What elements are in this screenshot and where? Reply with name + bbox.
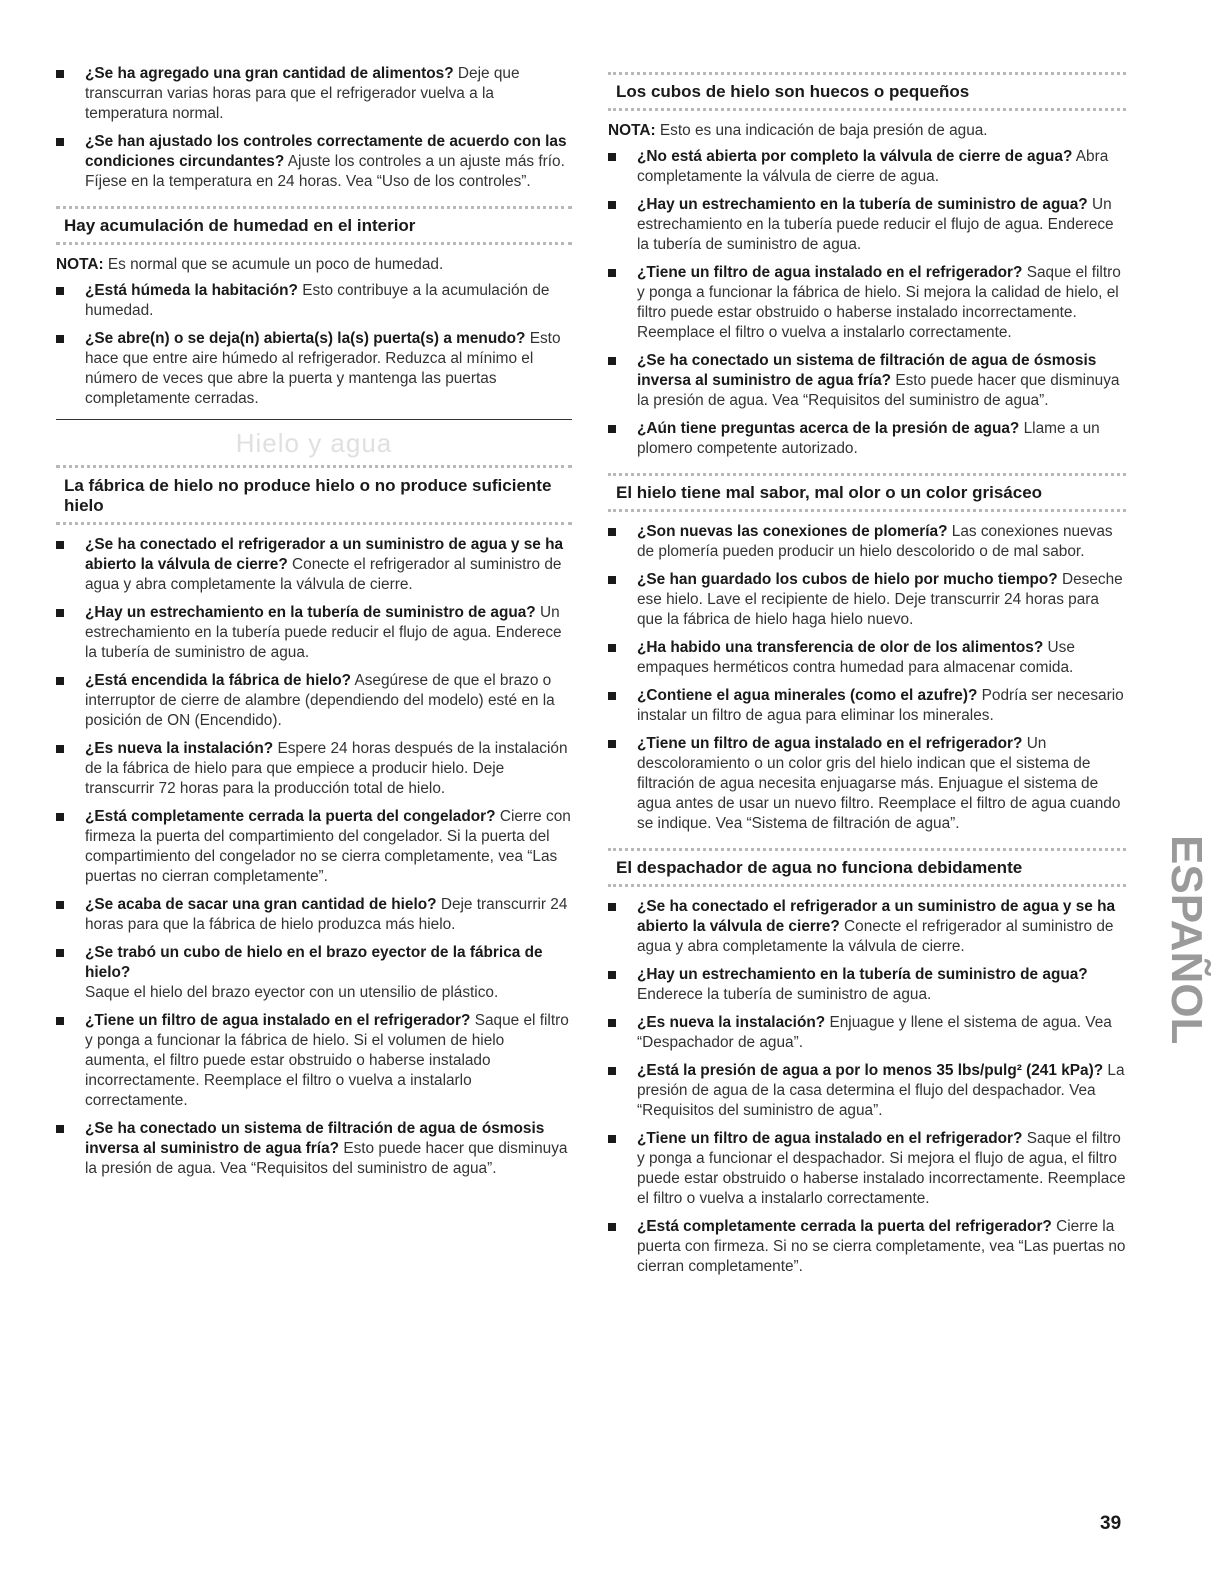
bullet-icon [608,528,616,536]
list-item: ¿No está abierta por completo la válvula de cierre de agua? Abra completamente la válvula de cierre de agua. [608,147,1126,187]
bullet-icon [56,813,64,821]
section-title: El despachador de agua no funciona debidamente [608,848,1126,887]
bullet-icon [56,335,64,343]
bullet-icon [608,1067,616,1075]
bullet-icon [608,153,616,161]
list-item: ¿Tiene un filtro de agua instalado en el refrigerador? Saque el filtro y ponga a funcionar la fábrica de hielo. Si el volumen de hielo aumenta, el filtro puede estar obstruido o haberse instalado incorrectamente. Reemplace el filtro o vuelva a instalarlo correctamente. [56,1011,572,1111]
list-item: ¿Está encendida la fábrica de hielo? Asegúrese de que el brazo o interruptor de cierre de alambre (dependiendo del modelo) esté en la posición de ON (Encendido). [56,671,572,731]
list-item: ¿Tiene un filtro de agua instalado en el refrigerador? Saque el filtro y ponga a funcionar la fábrica de hielo. Si mejora la calidad de hielo, el filtro puede estar obstruido o haberse instalado incorrectamente. Reemplace el filtro o vuelva a instalarlo correctamente. [608,263,1126,343]
list-item: ¿Se ha conectado el refrigerador a un suministro de agua y se ha abierto la válvula de cierre? Conecte el refrigerador al suministro de agua y abra completamente la válvula de cierre. [608,897,1126,957]
bullet-icon [608,692,616,700]
bullet-icon [56,609,64,617]
bullet-icon [56,70,64,78]
bullet-icon [56,1017,64,1025]
list-item: ¿Es nueva la instalación? Espere 24 horas después de la instalación de la fábrica de hielo para que empiece a producir hielo. Deje transcurrir 72 horas para la producción total de hielo. [56,739,572,799]
list-item: ¿Tiene un filtro de agua instalado en el refrigerador? Un descoloramiento o un color gris del hielo indican que el sistema de filtración de agua necesita enjuagarse más. Enjuague el sistema de agua antes de usar un nuevo filtro. Reemplace el filtro de agua cuando se indique. Vea “Sistema de filtración de agua”. [608,734,1126,834]
list-item: ¿Está la presión de agua a por lo menos 35 lbs/pulg² (241 kPa)? La presión de agua de la casa determina el flujo del despachador. Vea “Requisitos del suministro de agua”. [608,1061,1126,1121]
page-number: 39 [1100,1513,1122,1534]
bullet-icon [56,901,64,909]
hollow-cubes-section [608,72,1126,459]
note: NOTA: Esto es una indicación de baja presión de agua. [608,122,988,139]
list-item: ¿Tiene un filtro de agua instalado en el refrigerador? Saque el filtro y ponga a funcionar el despachador. Si mejora el flujo de agua, el filtro puede estar obstruido o haberse instalado incorrectamente. Reemplace el filtro o vuelva a instalarlo correctamente. [608,1129,1126,1209]
list-item: ¿Contiene el agua minerales (como el azufre)? Podría ser necesario instalar un filtro de agua para eliminar los minerales. [608,686,1126,726]
bullet-icon [608,357,616,365]
bullet-icon [608,1019,616,1027]
list-item: ¿Se ha conectado el refrigerador a un suministro de agua y se ha abierto la válvula de cierre? Conecte el refrigerador al suministro de agua y abra completamente la válvula de cierre. [56,535,572,595]
list-item: ¿Está completamente cerrada la puerta del congelador? Cierre con firmeza la puerta del compartimiento del congelador. Si la puerta del compartimiento del congelador no se cierra completamente, vea “Las puertas no cierran completamente”. [56,807,572,887]
list-item: ¿Son nuevas las conexiones de plomería? Las conexiones nuevas de plomería pueden producir un hielo descolorido o de mal sabor. [608,522,1126,562]
bullet-icon [608,576,616,584]
language-side-tab: ESPAÑOL [1162,835,1211,1045]
section-title: Los cubos de hielo son huecos o pequeños [608,72,1126,111]
icemaker-section [56,476,572,1179]
bullet-icon [608,1223,616,1231]
bullet-icon [608,1135,616,1143]
intro-section [56,64,572,192]
list-item: ¿Se ha agregado una gran cantidad de alimentos? Deje que transcurran varias horas para que el refrigerador vuelva a la temperatura normal. [56,64,572,124]
section-title: El hielo tiene mal sabor, mal olor o un color grisáceo [608,473,1126,512]
bullet-icon [56,287,64,295]
left-column [56,64,572,1187]
list-item: ¿Está completamente cerrada la puerta del refrigerador? Cierre la puerta con firmeza. Si no se cierra completamente, vea “Las puertas no cierran completamente”. [608,1217,1126,1277]
list-item: ¿Está húmeda la habitación? Esto contribuye a la acumulación de humedad. [56,281,572,321]
list-item: ¿Se trabó un cubo de hielo en el brazo eyector de la fábrica de hielo? Saque el hielo del brazo eyector con un utensilio de plástico. [56,943,572,1003]
bullet-icon [608,644,616,652]
bullet-icon [56,138,64,146]
bullet-icon [56,541,64,549]
list-item: ¿Ha habido una transferencia de olor de los alimentos? Use empaques herméticos contra humedad para almacenar comida. [608,638,1126,678]
section-title: Hay acumulación de humedad en el interior [56,206,572,245]
list-item: ¿Se han guardado los cubos de hielo por mucho tiempo? Deseche ese hielo. Lave el recipiente de hielo. Deje transcurrir 24 horas para que la fábrica de hielo haga hielo nuevo. [608,570,1126,630]
list-item: ¿Aún tiene preguntas acerca de la presión de agua? Llame a un plomero competente autorizado. [608,419,1126,459]
bullet-icon [608,269,616,277]
dispenser-section [608,848,1126,1277]
list-item: ¿Es nueva la instalación? Enjuague y llene el sistema de agua. Vea “Despachador de agua”. [608,1013,1126,1053]
right-column [608,72,1126,1285]
humidity-section [56,206,572,409]
bullet-icon [56,949,64,957]
bullet-icon [608,971,616,979]
bullet-icon [56,677,64,685]
taste-section [608,473,1126,834]
section-title: La fábrica de hielo no produce hielo o no produce suficiente hielo [56,476,572,525]
list-item: ¿Hay un estrechamiento en la tubería de suministro de agua? Enderece la tubería de suministro de agua. [608,965,1126,1005]
bullet-icon [608,903,616,911]
bullet-icon [56,1125,64,1133]
bullet-icon [56,745,64,753]
bullet-icon [608,201,616,209]
list-item: ¿Se ha conectado un sistema de filtración de agua de ósmosis inversa al suministro de agua fría? Esto puede hacer que disminuya la presión de agua. Vea “Requisitos del suministro de agua”. [56,1119,572,1179]
bullet-icon [608,425,616,433]
list-item: ¿Se ha conectado un sistema de filtración de agua de ósmosis inversa al suministro de agua fría? Esto puede hacer que disminuya la presión de agua. Vea “Requisitos del suministro de agua”. [608,351,1126,411]
list-item: ¿Hay un estrechamiento en la tubería de suministro de agua? Un estrechamiento en la tubería puede reducir el flujo de agua. Enderece la tubería de suministro de agua. [608,195,1126,255]
bullet-icon [608,740,616,748]
chapter-banner: Hielo y agua [56,420,572,468]
list-item: ¿Hay un estrechamiento en la tubería de suministro de agua? Un estrechamiento en la tubería puede reducir el flujo de agua. Enderece la tubería de suministro de agua. [56,603,572,663]
list-item: ¿Se acaba de sacar una gran cantidad de hielo? Deje transcurrir 24 horas para que la fábrica de hielo produzca más hielo. [56,895,572,935]
note: NOTA: Es normal que se acumule un poco de humedad. [56,256,444,273]
list-item: ¿Se abre(n) o se deja(n) abierta(s) la(s) puerta(s) a menudo? Esto hace que entre aire húmedo al refrigerador. Reduzca al mínimo el número de veces que abre la puerta y mantenga las puertas completamente cerradas. [56,329,572,409]
list-item: ¿Se han ajustado los controles correctamente de acuerdo con las condiciones circundantes? Ajuste los controles a un ajuste más frío. Fíjese en la temperatura en 24 horas. Vea “Uso de los controles”. [56,132,572,192]
